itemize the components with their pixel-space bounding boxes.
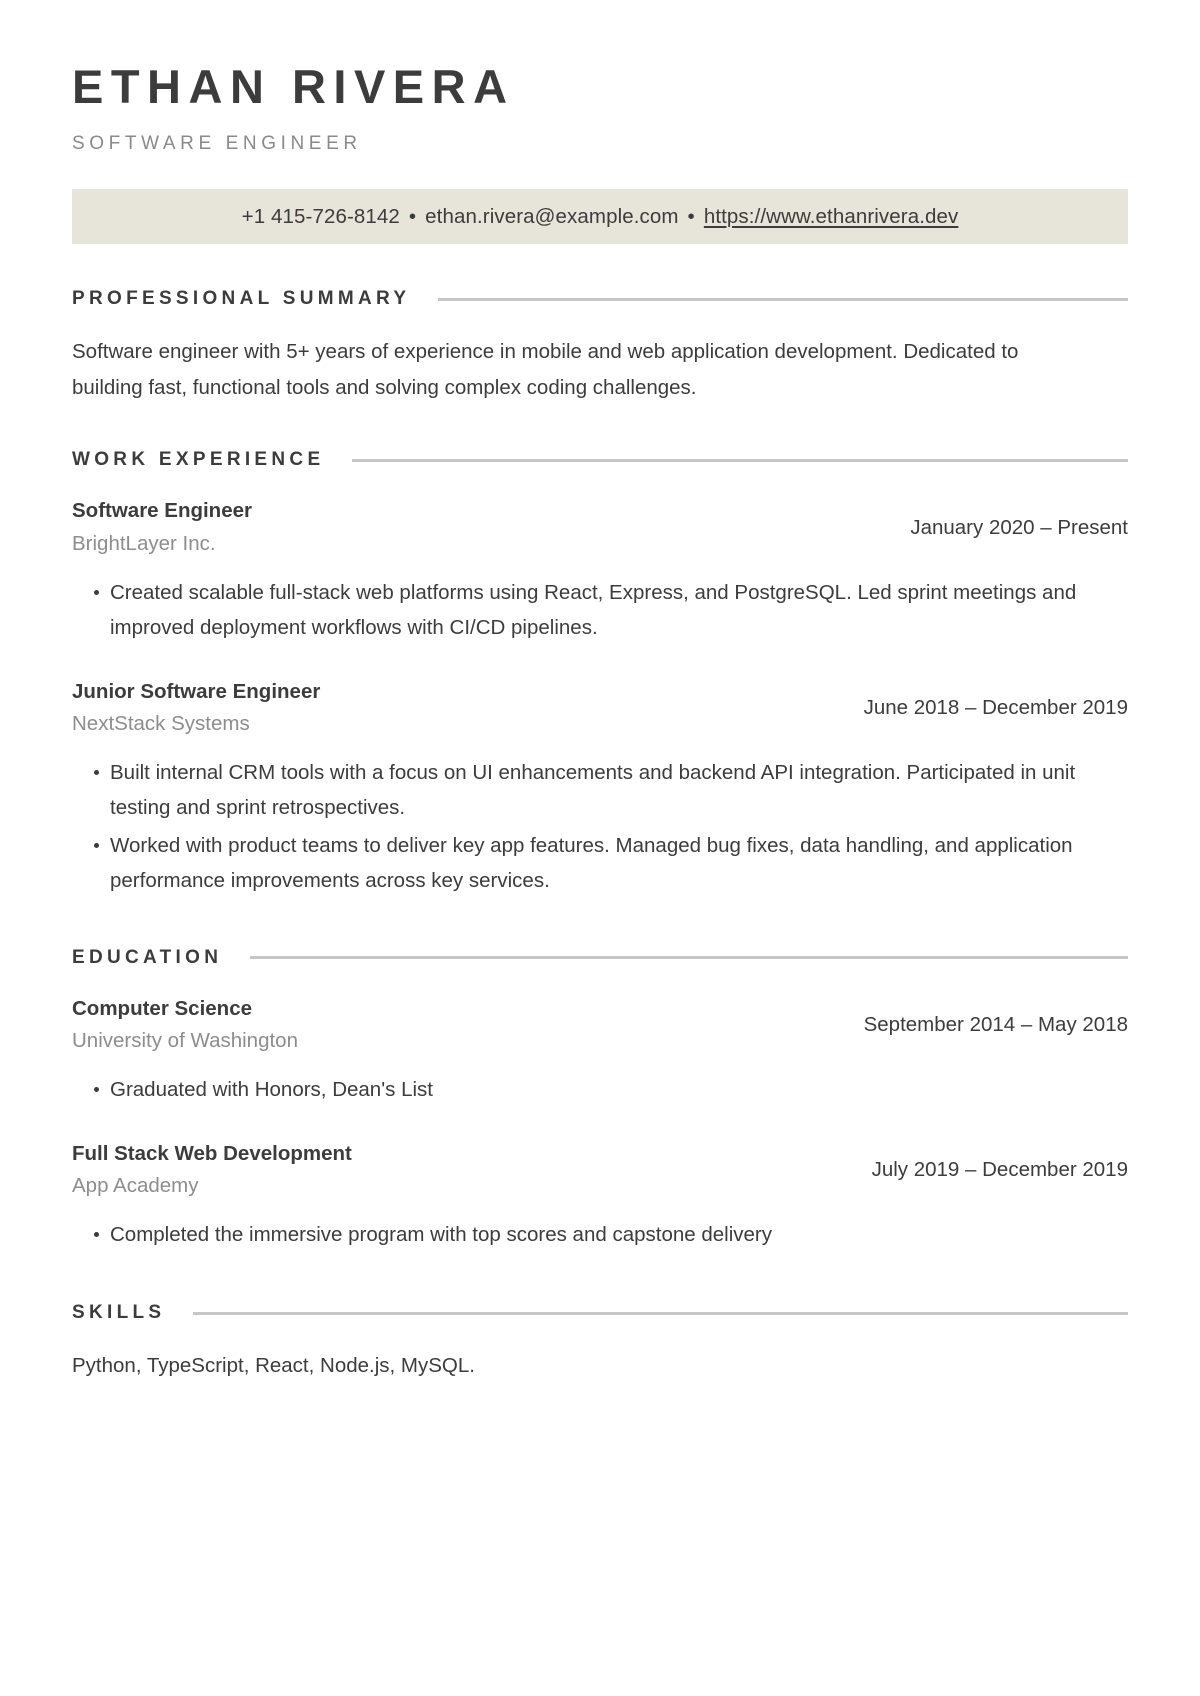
education-entry-school: App Academy (72, 1174, 199, 1198)
candidate-job-title: SOFTWARE ENGINEER (72, 133, 362, 155)
section-rule-education (250, 956, 1128, 959)
education-entry-identity (72, 1140, 352, 1201)
list-item: Built internal CRM tools with a focus on UI enhancements and backend API integration. Participated in unit testing and sprint retrospectives. (72, 755, 1128, 826)
summary-text: Software engineer with 5+ years of experience in mobile and web application development. Dedicated to building fast, functional tools and solving complex coding challenges. (72, 340, 1019, 399)
section-professional-summary (72, 288, 1128, 405)
education-entry (72, 995, 1128, 1108)
section-title-skills: SKILLS (72, 1302, 166, 1324)
section-header-summary (72, 288, 1128, 310)
education-entry-identity (72, 995, 298, 1056)
section-education (72, 947, 1128, 1253)
work-entry-header (72, 678, 1128, 739)
list-item: Created scalable full-stack web platforms using React, Express, and PostgreSQL. Led sprint meetings and improved deployment workflows with CI/CD pipelines. (72, 575, 1128, 646)
contact-website-link[interactable]: https://www.ethanrivera.dev (703, 204, 959, 228)
education-entry-program: Computer Science (72, 996, 252, 1020)
education-entry (72, 1140, 1128, 1253)
work-entry-company: BrightLayer Inc. (72, 531, 216, 555)
contact-email[interactable]: ethan.rivera@example.com (425, 204, 679, 228)
work-entry-role: Software Engineer (72, 499, 252, 523)
candidate-name: ETHAN RIVERA (72, 60, 515, 113)
work-entry-identity (72, 497, 252, 558)
section-header-work (72, 449, 1128, 471)
section-header-skills (72, 1302, 1128, 1324)
section-title-summary: PROFESSIONAL SUMMARY (72, 288, 411, 310)
work-entry-bullets (72, 755, 1128, 899)
work-entry-role: Junior Software Engineer (72, 679, 321, 703)
list-item: Graduated with Honors, Dean's List (72, 1072, 1128, 1107)
section-rule-summary (438, 298, 1128, 301)
contact-bar (72, 189, 1128, 244)
education-entry-bullets (72, 1072, 1128, 1107)
resume-header (72, 0, 1128, 155)
education-entry-dates: July 2019 – December 2019 (871, 1158, 1128, 1182)
education-entry-dates: September 2014 – May 2018 (863, 1013, 1128, 1037)
work-entry-company: NextStack Systems (72, 712, 250, 736)
list-item: Completed the immersive program with top scores and capstone delivery (72, 1217, 1128, 1252)
work-entry-header (72, 497, 1128, 558)
education-entry-school: University of Washington (72, 1029, 298, 1053)
education-entry-header (72, 995, 1128, 1056)
work-entry-dates: January 2020 – Present (910, 515, 1128, 539)
section-rule-work (352, 459, 1128, 462)
section-rule-skills (193, 1312, 1128, 1315)
section-skills (72, 1302, 1128, 1383)
contact-separator-1: • (408, 204, 417, 228)
education-entry-header (72, 1140, 1128, 1201)
contact-phone: +1 415-726-8142 (241, 204, 400, 228)
work-entry (72, 497, 1128, 645)
contact-separator-2: • (687, 204, 695, 228)
work-entry (72, 678, 1128, 899)
section-header-education (72, 947, 1128, 969)
education-entry-bullets (72, 1217, 1128, 1252)
education-entry-program: Full Stack Web Development (72, 1141, 352, 1165)
work-entry-identity (72, 678, 320, 739)
section-title-education: EDUCATION (72, 946, 223, 968)
skills-text: Python, TypeScript, React, Node.js, MySQL. (72, 1354, 475, 1378)
work-entry-bullets (72, 575, 1128, 646)
work-entry-dates: June 2018 – December 2019 (863, 696, 1128, 720)
section-title-work: WORK EXPERIENCE (72, 449, 325, 471)
section-work-experience (72, 449, 1128, 899)
list-item: Worked with product teams to deliver key app features. Managed bug fixes, data handling, and application performance improvements across key services. (72, 828, 1128, 899)
